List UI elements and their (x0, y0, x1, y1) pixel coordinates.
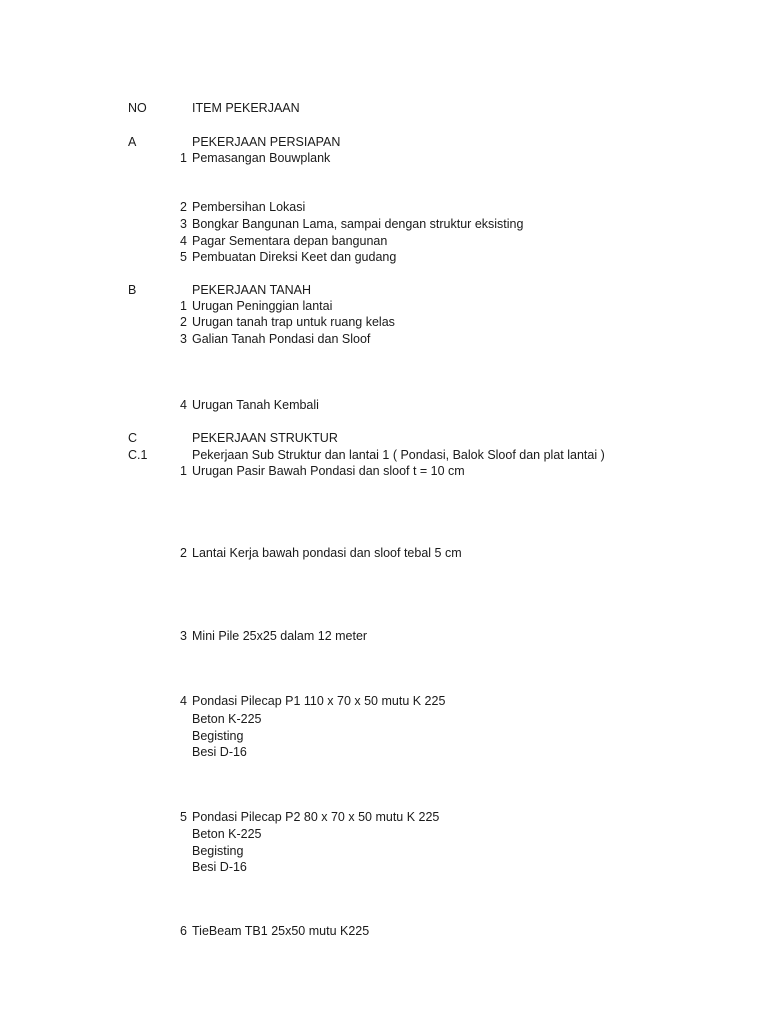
sub-list-item (0, 711, 768, 727)
item-number: 5 (180, 250, 187, 264)
subitem-text: Besi D-16 (192, 745, 247, 759)
sub-list-item (0, 843, 768, 859)
section-title: PEKERJAAN PERSIAPAN (192, 135, 341, 149)
item-number: 3 (180, 332, 187, 346)
header-item: ITEM PEKERJAAN (192, 101, 300, 115)
item-number: 4 (180, 398, 187, 412)
table-header (0, 100, 768, 116)
list-item (0, 314, 768, 330)
item-number: 3 (180, 629, 187, 643)
item-text: Pagar Sementara depan bangunan (192, 234, 388, 248)
list-item (0, 150, 768, 166)
item-number: 4 (180, 234, 187, 248)
section-title: PEKERJAAN TANAH (192, 283, 312, 297)
subitem-text: Beton K-225 (192, 827, 262, 841)
item-text: TieBeam TB1 25x50 mutu K225 (192, 924, 370, 938)
item-text: Pondasi Pilecap P1 110 x 70 x 50 mutu K 225 (192, 694, 446, 708)
item-text: Urugan Pasir Bawah Pondasi dan sloof t = 10 cm (192, 464, 465, 478)
subsection-code: C.1 (128, 448, 148, 462)
item-text: Pembersihan Lokasi (192, 200, 306, 214)
item-number: 2 (180, 546, 187, 560)
item-number: 2 (180, 315, 187, 329)
sub-list-item (0, 728, 768, 744)
section-title: PEKERJAAN STRUKTUR (192, 431, 338, 445)
item-text: Mini Pile 25x25 dalam 12 meter (192, 629, 368, 643)
header-no: NO (128, 101, 147, 115)
subitem-text: Beton K-225 (192, 712, 262, 726)
item-text: Urugan Peninggian lantai (192, 299, 333, 313)
list-item (0, 923, 768, 939)
item-text: Lantai Kerja bawah pondasi dan sloof tebal 5 cm (192, 546, 462, 560)
subsection-heading-c1 (0, 447, 768, 463)
item-text: Bongkar Bangunan Lama, sampai dengan struktur eksisting (192, 217, 524, 231)
item-number: 1 (180, 464, 187, 478)
sub-list-item (0, 744, 768, 760)
list-item (0, 693, 768, 709)
list-item (0, 233, 768, 249)
section-code: A (128, 135, 137, 149)
item-text: Urugan Tanah Kembali (192, 398, 319, 412)
subitem-text: Besi D-16 (192, 860, 247, 874)
item-number: 1 (180, 299, 187, 313)
list-item (0, 463, 768, 479)
list-item (0, 298, 768, 314)
list-item (0, 199, 768, 215)
section-code: C (128, 431, 138, 445)
item-text: Pondasi Pilecap P2 80 x 70 x 50 mutu K 225 (192, 810, 440, 824)
item-number: 6 (180, 924, 187, 938)
item-number: 5 (180, 810, 187, 824)
sub-list-item (0, 859, 768, 875)
section-heading-b (0, 282, 768, 298)
item-number: 1 (180, 151, 187, 165)
item-number: 2 (180, 200, 187, 214)
list-item (0, 628, 768, 644)
list-item (0, 216, 768, 232)
section-heading-c (0, 430, 768, 446)
subsection-title: Pekerjaan Sub Struktur dan lantai 1 ( Pondasi, Balok Sloof dan plat lantai ) (192, 448, 605, 462)
item-number: 4 (180, 694, 187, 708)
item-text: Galian Tanah Pondasi dan Sloof (192, 332, 371, 346)
item-text: Urugan tanah trap untuk ruang kelas (192, 315, 395, 329)
item-text: Pemasangan Bouwplank (192, 151, 331, 165)
subitem-text: Begisting (192, 729, 244, 743)
list-item (0, 809, 768, 825)
list-item (0, 331, 768, 347)
section-code: B (128, 283, 137, 297)
section-heading-a (0, 134, 768, 150)
item-text: Pembuatan Direksi Keet dan gudang (192, 250, 397, 264)
list-item (0, 249, 768, 265)
item-number: 3 (180, 217, 187, 231)
subitem-text: Begisting (192, 844, 244, 858)
list-item (0, 545, 768, 561)
sub-list-item (0, 826, 768, 842)
list-item (0, 397, 768, 413)
